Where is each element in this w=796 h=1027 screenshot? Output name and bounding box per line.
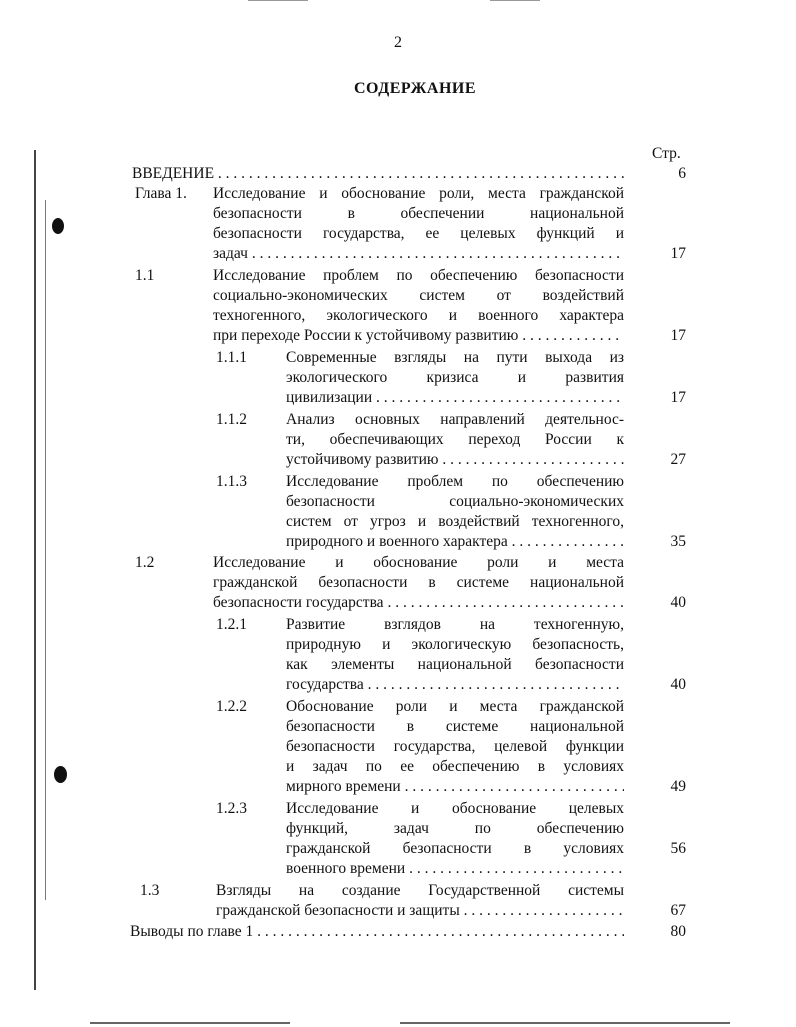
ink-blot <box>52 218 64 234</box>
toc-number: 1.3 <box>140 882 160 899</box>
toc-line: гражданской безопасности в условиях <box>286 840 624 857</box>
toc-page: 17 <box>670 245 686 262</box>
page-number: 2 <box>394 34 402 51</box>
toc-entry-conclusions[interactable]: Выводы по главе 1 . . . <box>130 922 624 942</box>
toc-line: Исследование и обоснование роли и места <box>213 554 624 571</box>
toc-number: 1.2.1 <box>216 616 247 633</box>
binding-edge <box>45 200 46 900</box>
scan-artifact <box>400 1022 730 1024</box>
toc-line: природную и экологическую безопасность, <box>286 636 624 653</box>
binding-edge <box>34 150 36 990</box>
toc-number: Глава 1. <box>135 185 187 202</box>
toc-line: социально-экономических систем от воздействий <box>213 287 624 304</box>
toc-page: 17 <box>670 327 686 344</box>
toc-page: 49 <box>670 778 686 795</box>
toc-line: техногенного, экологического и военного характера <box>213 307 624 324</box>
toc-line: безопасности социально-экономических <box>286 493 624 510</box>
toc-line: Обоснование роли и места гражданской <box>286 698 624 715</box>
toc-line: экологического кризиса и развития <box>286 369 624 386</box>
toc-page: 56 <box>670 840 686 857</box>
toc-line: Исследование и обоснование роли, места гражданской <box>213 185 624 202</box>
toc-entry-1-1-1[interactable]: цивилизации . . . <box>286 388 624 408</box>
toc-entry-1-2[interactable]: безопасности государства . . . <box>213 593 624 613</box>
toc-number: 1.1 <box>135 267 155 284</box>
toc-number: 1.1.2 <box>216 411 247 428</box>
scan-artifact <box>490 0 540 1</box>
toc-entry-chapter-1[interactable]: задач . . . <box>213 244 624 264</box>
toc-number: 1.2.3 <box>216 800 247 817</box>
toc-line: безопасности государства, целевой функции <box>286 738 624 755</box>
toc-entry-1-1[interactable]: при переходе России к устойчивому развитию . . . <box>213 326 624 346</box>
toc-number: 1.2 <box>135 554 155 571</box>
toc-line: функций, задач по обеспечению <box>286 820 624 837</box>
ink-blot <box>54 766 67 783</box>
toc-page: 67 <box>670 902 686 919</box>
toc-page: 40 <box>670 594 686 611</box>
toc-line: Исследование проблем по обеспечению <box>286 473 624 490</box>
toc-entry-1-2-2[interactable]: мирного времени . . . <box>286 777 624 797</box>
toc-line: гражданской безопасности в системе национальной <box>213 574 624 591</box>
toc-page: 6 <box>678 165 686 182</box>
toc-page: 80 <box>670 923 686 940</box>
scan-artifact <box>90 1022 290 1024</box>
toc-entry-1-3[interactable]: гражданской безопасности и защиты . . . <box>216 901 624 921</box>
toc-entry-1-1-2[interactable]: устойчивому развитию . . . <box>286 450 624 470</box>
page-title: СОДЕРЖАНИЕ <box>353 80 477 97</box>
toc-line: ти, обеспечивающих переход России к <box>286 431 624 448</box>
toc-number: 1.1.1 <box>216 349 247 366</box>
toc-line: безопасности в обеспечении национальной <box>213 205 624 222</box>
page-column-label: Стр. <box>652 145 681 162</box>
toc-line: Исследование проблем по обеспечению безопасности <box>213 267 624 284</box>
toc-entry-intro[interactable]: ВВЕДЕНИЕ . . . <box>132 164 624 184</box>
toc-page: 27 <box>670 451 686 468</box>
toc-number: 1.2.2 <box>216 698 247 715</box>
toc-line: безопасности в системе национальной <box>286 718 624 735</box>
toc-entry-1-2-3[interactable]: военного времени . . . <box>286 859 624 879</box>
toc-line: Анализ основных направлений деятельнос- <box>286 411 624 428</box>
toc-line: безопасности государства, ее целевых функций и <box>213 225 624 242</box>
toc-line: Развитие взглядов на техногенную, <box>286 616 624 633</box>
toc-line: Современные взгляды на пути выхода из <box>286 349 624 366</box>
toc-line: как элементы национальной безопасности <box>286 656 624 673</box>
toc-line: Исследование и обоснование целевых <box>286 800 624 817</box>
toc-entry-1-2-1[interactable]: государства . . . <box>286 675 624 695</box>
toc-line: систем от угроз и воздействий техногенного, <box>286 513 624 530</box>
toc-entry-1-1-3[interactable]: природного и военного характера . . . <box>286 532 624 552</box>
toc-line: и задач по ее обеспечению в условиях <box>286 758 624 775</box>
toc-number: 1.1.3 <box>216 473 247 490</box>
toc-page: 40 <box>670 676 686 693</box>
toc-line: Взгляды на создание Государственной системы <box>216 882 624 899</box>
toc-page: 17 <box>670 389 686 406</box>
scan-artifact <box>248 0 308 1</box>
toc-page: 35 <box>670 533 686 550</box>
